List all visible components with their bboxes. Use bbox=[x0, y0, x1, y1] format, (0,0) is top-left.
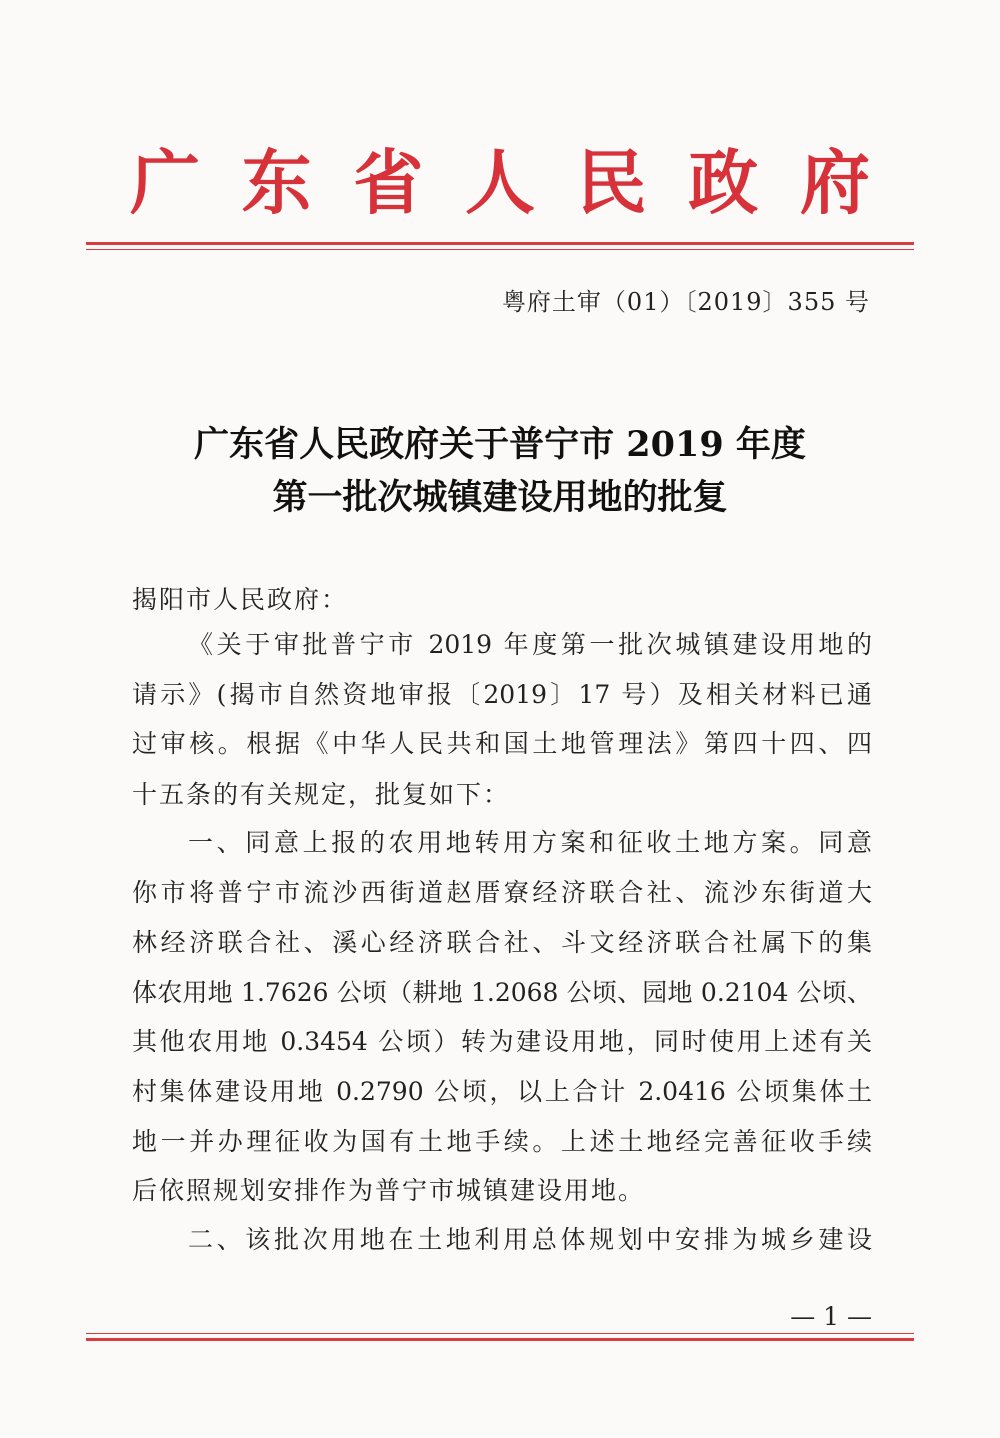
masthead-char: 政 bbox=[688, 141, 759, 224]
body-line: 体农用地 1.7626 公顷（耕地 1.2068 公顷、园地 0.2104 公顷、 bbox=[132, 978, 872, 1007]
masthead-char: 省 bbox=[353, 141, 424, 224]
body-line: 其他农用地 0.3454 公顷）转为建设用地，同时使用上述有关 bbox=[132, 1027, 872, 1056]
body-line: 村集体建设用地 0.2790 公顷，以上合计 2.0416 公顷集体土 bbox=[132, 1077, 872, 1106]
masthead-char: 广 bbox=[130, 141, 200, 224]
body-line: 后依照规划安排作为普宁市城镇建设用地。 bbox=[132, 1176, 646, 1205]
document-title-line-1: 广东省人民政府关于普宁市 2019 年度 bbox=[194, 424, 806, 465]
footer-rule-thin bbox=[86, 1333, 914, 1334]
body-line: 过审核。根据《中华人民共和国土地管理法》第四十四、四 bbox=[132, 729, 872, 758]
document-number: 粤府土审（01）〔2019〕355 号 bbox=[501, 288, 870, 316]
body-line: 地一并办理征收为国有土地手续。上述土地经完善征收手续 bbox=[132, 1127, 872, 1156]
document-title-line-2: 第一批次城镇建设用地的批复 bbox=[272, 477, 728, 518]
header-rule-thick bbox=[86, 242, 914, 245]
masthead-char: 府 bbox=[799, 141, 870, 224]
masthead-char: 东 bbox=[241, 141, 312, 224]
body-line: 《关于审批普宁市 2019 年度第一批次城镇建设用地的 bbox=[188, 630, 872, 659]
body-line: 林经济联合社、溪心经济联合社、斗文经济联合社属下的集 bbox=[132, 928, 872, 957]
footer-rule-thick bbox=[86, 1338, 914, 1341]
masthead bbox=[130, 140, 870, 226]
masthead-char: 人 bbox=[464, 141, 535, 224]
body-line: 二、该批次用地在土地利用总体规划中安排为城乡建设 bbox=[188, 1225, 872, 1254]
body-line: 请示》(揭市自然资地审报〔2019〕17 号）及相关材料已通 bbox=[132, 680, 872, 709]
masthead-char: 民 bbox=[576, 141, 647, 224]
header-rule-thin bbox=[86, 249, 914, 250]
page-number: — 1 — bbox=[790, 1302, 872, 1331]
salutation: 揭阳市人民政府： bbox=[132, 585, 349, 614]
body-line: 你市将普宁市流沙西街道赵厝寮经济联合社、流沙东街道大 bbox=[132, 878, 872, 907]
body-line: 十五条的有关规定，批复如下： bbox=[132, 780, 511, 809]
body-line: 一、同意上报的农用地转用方案和征收土地方案。同意 bbox=[188, 828, 872, 857]
